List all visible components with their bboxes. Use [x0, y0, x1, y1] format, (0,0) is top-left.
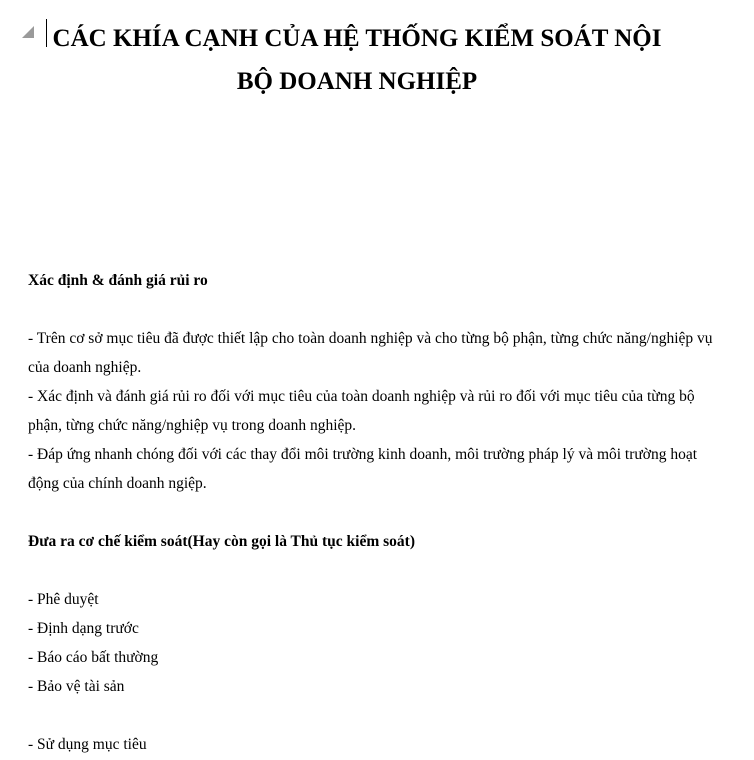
- blank-line: [28, 295, 718, 324]
- paragraph: - Xác định và đánh giá rủi ro đối với mục tiêu của toàn doanh nghiệp và rủi ro đối với mục tiêu của từng bộ phận, từng chức năng/nghiệp vụ trong doanh nghiệp.: [28, 388, 695, 434]
- paragraph: - Trên cơ sở mục tiêu đã được thiết lập cho toàn doanh nghiệp và cho từng bộ phận, từng chức năng/nghiệp vụ của doanh nghiệp.: [28, 330, 713, 376]
- paragraph: - Đáp ứng nhanh chóng đối với các thay đổi môi trường kinh doanh, môi trường pháp lý và môi trường hoạt động của chính doanh ngiệp.: [28, 446, 698, 492]
- document-title: CÁC KHÍA CẠNH CỦA HỆ THỐNG KIỂM SOÁT NỘI BỘ DOANH NGHIỆP: [52, 25, 662, 95]
- blank-line: [28, 498, 718, 527]
- section-heading-risk: Xác định & đánh giá rủi ro: [28, 272, 208, 289]
- blank-line: [28, 701, 718, 730]
- blank-line: [28, 556, 718, 585]
- collapse-heading-icon[interactable]: [22, 26, 34, 38]
- section-heading-controls: Đưa ra cơ chế kiểm soát(Hay còn gọi là Thủ tục kiểm soát): [28, 533, 415, 550]
- list-item: - Phê duyệt: [28, 591, 99, 608]
- list-item: - Báo cáo bất thường: [28, 649, 159, 666]
- list-item: - Bảo vệ tài sản: [28, 678, 125, 695]
- list-item: - Định dạng trước: [28, 620, 139, 637]
- document-body: [28, 266, 718, 759]
- list-item: - Sử dụng mục tiêu: [28, 736, 147, 753]
